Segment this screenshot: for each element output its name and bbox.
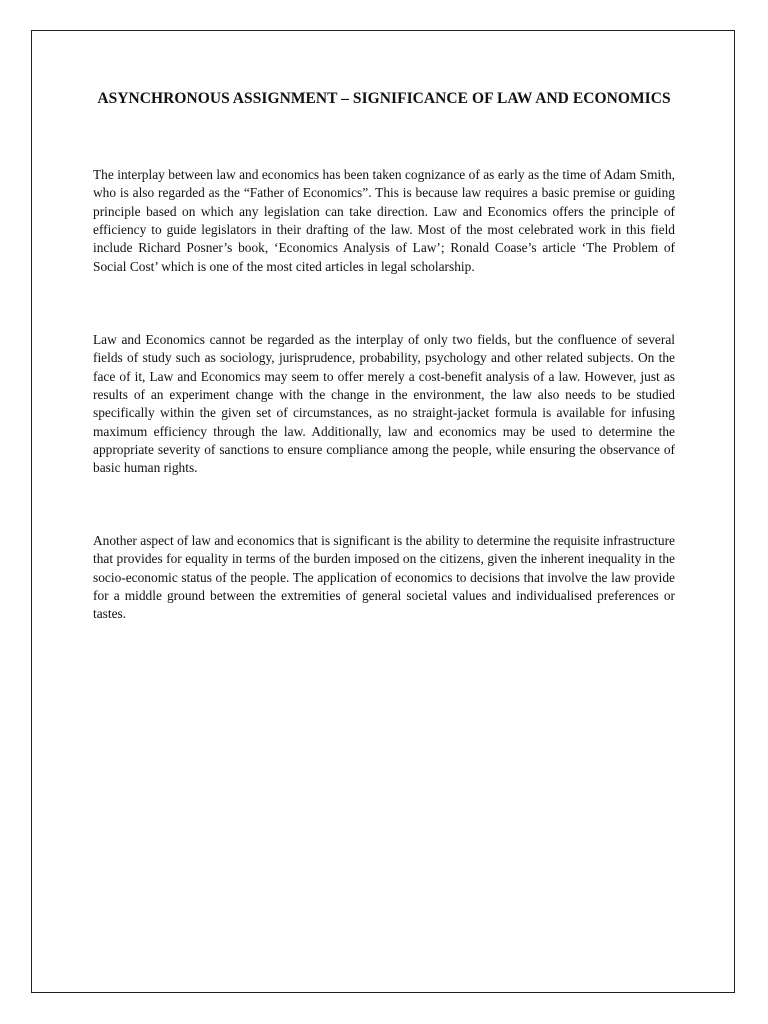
paragraph-1: The interplay between law and economics has been taken cognizance of as early as the time of Adam Smith, who is also regarded as the “Father of Economics”. This is because law requires a basic premise or guiding principle based on which any legislation can take direction. Law and Economics offers the principle of efficiency to guide legislators in their drafting of the law. Most of the most celebrated work in this field include Richard Posner’s book, ‘Economics Analysis of Law’; Ronald Coase’s article ‘The Problem of Social Cost’ which is one of the most cited articles in legal scholarship. [93,167,675,274]
paragraph-2: Law and Economics cannot be regarded as the interplay of only two fields, but the confluence of several fields of study such as sociology, jurisprudence, probability, psychology and other related subjects. On the face of it, Law and Economics may seem to offer merely a cost-benefit analysis of a law. However, just as results of an experiment change with the change in the environment, the law also needs to be studied specifically within the given set of circumstances, as no straight-jacket formula is available for infusing maximum efficiency through the law. Additionally, law and economics may be used to determine the appropriate severity of sanctions to ensure compliance among the people, while ensuring the observance of basic human rights. [93,332,675,476]
document-title: ASYNCHRONOUS ASSIGNMENT – SIGNIFICANCE OF LAW AND ECONOMICS [97,90,671,107]
paragraph-3: Another aspect of law and economics that is significant is the ability to determine the requisite infrastructure that provides for equality in terms of the burden imposed on the citizens, given the inherent inequality in the socio-economic status of the people. The application of economics to decisions that involve the law provide for a middle ground between the extremities of general societal values and individualised preferences or tastes. [93,533,675,622]
